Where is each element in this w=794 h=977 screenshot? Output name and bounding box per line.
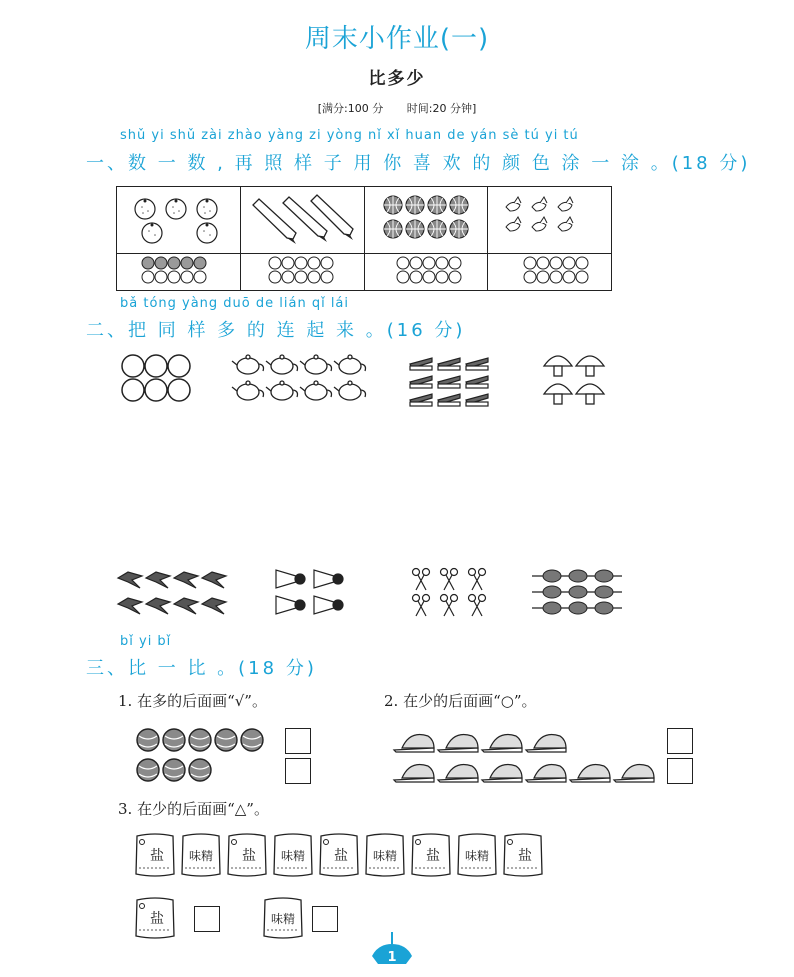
salt-label: 盐 (518, 848, 532, 864)
q3-sub2: 2. 在少的后面画“○”。 (384, 692, 537, 710)
oranges-icon (117, 187, 237, 249)
swallows-icon (116, 566, 232, 618)
salt-bag-icon (502, 832, 544, 878)
answer-box-msg[interactable] (312, 906, 338, 932)
basketballs-icon (365, 187, 485, 249)
answer-box-balls-row2[interactable] (285, 758, 311, 784)
q3-pinyin: bǐ yi bǐ (120, 634, 172, 649)
bags-row (134, 832, 554, 882)
staplers-icon (408, 352, 492, 408)
salt-label: 盐 (426, 848, 440, 864)
q1-cell-oranges (117, 187, 241, 254)
pencils-icon (241, 187, 361, 249)
page-number-badge (370, 930, 414, 977)
salt-bag-icon (410, 832, 452, 878)
salt-label: 盐 (150, 848, 164, 864)
salt-label: 盐 (150, 911, 164, 927)
msg-label: 味精 (280, 849, 306, 863)
caps-icon (392, 728, 662, 786)
salt-bag (226, 832, 268, 882)
q3-heading: 三、比 一 比 。(18 分) (86, 658, 317, 679)
example-circles-filled (117, 254, 237, 286)
msg-bag-single (262, 896, 306, 940)
rackets-icon (530, 568, 626, 618)
msg-bag-icon (180, 832, 222, 878)
answer-box-balls-row1[interactable] (285, 728, 311, 754)
page-title: 周末小作业(一) (304, 24, 490, 54)
full-score: [满分:100 分 (317, 102, 384, 115)
msg-bag (364, 832, 406, 882)
birds-icon (488, 187, 608, 249)
msg-label: 味精 (270, 912, 296, 926)
q1-cell-basketballs (364, 187, 488, 254)
q3-sub1: 1. 在多的后面画“√”。 (118, 692, 267, 710)
salt-bag-icon (134, 832, 176, 878)
page-number: 1 (387, 950, 397, 965)
salt-label: 盐 (242, 848, 256, 864)
scissors-icon (408, 566, 492, 620)
q1-answer-pencils[interactable] (240, 254, 364, 291)
salt-bag (502, 832, 544, 882)
circles-to-color (488, 254, 608, 286)
msg-label: 味精 (372, 849, 398, 863)
answer-box-caps-row1[interactable] (667, 728, 693, 754)
msg-bag-icon (262, 896, 304, 940)
answer-box-salt[interactable] (194, 906, 220, 932)
salt-bag-icon (318, 832, 360, 878)
salt-bag-icon (134, 896, 176, 940)
page-subtitle: 比多少 (368, 69, 426, 89)
salt-bag (410, 832, 452, 882)
msg-bag (180, 832, 222, 882)
circles-group-icon (118, 352, 198, 406)
msg-bag-icon (272, 832, 314, 878)
q1-answer-birds[interactable] (488, 254, 612, 291)
mushrooms-icon (542, 350, 608, 410)
q1-heading: 一、数 一 数 , 再 照 样 子 用 你 喜 欢 的 颜 色 涂 一 涂 。(18 分) (86, 153, 751, 174)
salt-bag (134, 832, 176, 882)
salt-label: 盐 (334, 848, 348, 864)
q1-table (116, 186, 612, 291)
score-time-line (0, 100, 794, 116)
msg-bag (272, 832, 314, 882)
balls-icon (134, 726, 284, 786)
msg-bag (456, 832, 498, 882)
q3-sub3: 3. 在少的后面画“△”。 (118, 800, 269, 818)
teapots-icon (228, 352, 373, 404)
q1-answer-basketballs[interactable] (364, 254, 488, 291)
q1-cell-pencils (240, 187, 364, 254)
q1-pinyin: shǔ yi shǔ zài zhào yàng zi yòng nǐ xǐ huan de yán sè tú yi tú (120, 128, 579, 143)
msg-label: 味精 (464, 849, 490, 863)
circles-to-color (241, 254, 361, 286)
msg-bag-icon (456, 832, 498, 878)
q2-heading: 二、把 同 样 多 的 连 起 来 。(16 分) (86, 320, 466, 341)
time-limit: 时间:20 分钟] (406, 102, 477, 115)
msg-bag-icon (364, 832, 406, 878)
answer-box-caps-row2[interactable] (667, 758, 693, 784)
salt-bag-icon (226, 832, 268, 878)
msg-label: 味精 (188, 849, 214, 863)
salt-bag (318, 832, 360, 882)
q1-cell-birds (488, 187, 612, 254)
q1-answer-oranges[interactable] (117, 254, 241, 291)
circles-to-color (365, 254, 485, 286)
salt-bag-single (134, 896, 178, 940)
shuttlecocks-icon (274, 566, 348, 618)
q2-pinyin: bǎ tóng yàng duō de lián qǐ lái (120, 296, 350, 311)
